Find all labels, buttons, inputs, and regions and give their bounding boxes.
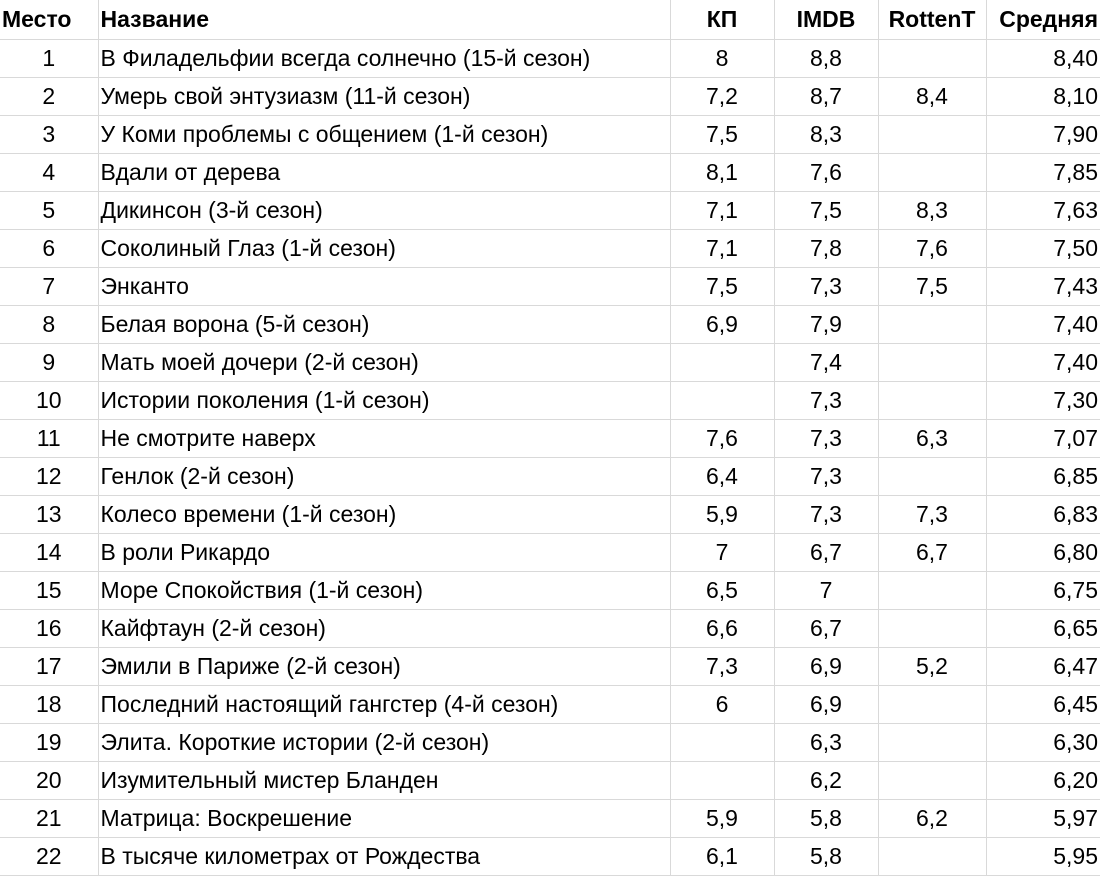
cell-rottent[interactable] — [878, 762, 986, 800]
cell-imdb[interactable]: 7,8 — [774, 230, 878, 268]
cell-kp[interactable]: 7,1 — [670, 230, 774, 268]
header-kp[interactable]: КП — [670, 0, 774, 40]
cell-rottent[interactable]: 8,4 — [878, 78, 986, 116]
table-row — [0, 78, 1100, 116]
cell-imdb[interactable]: 6,2 — [774, 762, 878, 800]
cell-kp[interactable]: 8,1 — [670, 154, 774, 192]
cell-title[interactable]: Истории поколения (1-й сезон) — [98, 382, 670, 420]
table-row — [0, 40, 1100, 78]
cell-average[interactable]: 6,65 — [986, 610, 1100, 648]
cell-kp[interactable]: 6,9 — [670, 306, 774, 344]
cell-average[interactable]: 7,40 — [986, 344, 1100, 382]
cell-rank[interactable]: 9 — [0, 344, 98, 382]
cell-imdb[interactable]: 8,7 — [774, 78, 878, 116]
table-row — [0, 192, 1100, 230]
table-row — [0, 800, 1100, 838]
cell-rank[interactable]: 18 — [0, 686, 98, 724]
cell-average[interactable]: 7,30 — [986, 382, 1100, 420]
cell-average[interactable]: 6,30 — [986, 724, 1100, 762]
cell-imdb[interactable]: 7,3 — [774, 382, 878, 420]
cell-rank[interactable]: 14 — [0, 534, 98, 572]
cell-average[interactable]: 8,40 — [986, 40, 1100, 78]
cell-imdb[interactable]: 6,9 — [774, 648, 878, 686]
cell-imdb[interactable]: 8,3 — [774, 116, 878, 154]
cell-rottent[interactable]: 5,2 — [878, 648, 986, 686]
cell-title[interactable]: Колесо времени (1-й сезон) — [98, 496, 670, 534]
cell-title[interactable]: Не смотрите наверх — [98, 420, 670, 458]
cell-title[interactable]: Последний настоящий гангстер (4-й сезон) — [98, 686, 670, 724]
table-row — [0, 762, 1100, 800]
cell-rottent[interactable] — [878, 306, 986, 344]
header-row — [0, 0, 1100, 40]
cell-kp[interactable]: 7 — [670, 534, 774, 572]
table-row — [0, 724, 1100, 762]
cell-title[interactable]: Матрица: Воскрешение — [98, 800, 670, 838]
header-rottent[interactable]: RottenT — [878, 0, 986, 40]
cell-imdb[interactable]: 6,3 — [774, 724, 878, 762]
table-row — [0, 382, 1100, 420]
cell-rank[interactable]: 13 — [0, 496, 98, 534]
cell-rank[interactable]: 5 — [0, 192, 98, 230]
cell-rottent[interactable]: 6,3 — [878, 420, 986, 458]
cell-kp[interactable]: 5,9 — [670, 800, 774, 838]
cell-rottent[interactable] — [878, 382, 986, 420]
cell-title[interactable]: Кайфтаун (2-й сезон) — [98, 610, 670, 648]
cell-title[interactable]: Белая ворона (5-й сезон) — [98, 306, 670, 344]
cell-rottent[interactable] — [878, 572, 986, 610]
cell-average[interactable]: 7,85 — [986, 154, 1100, 192]
cell-average[interactable]: 6,83 — [986, 496, 1100, 534]
cell-imdb[interactable]: 5,8 — [774, 800, 878, 838]
cell-average[interactable]: 6,47 — [986, 648, 1100, 686]
table-row — [0, 572, 1100, 610]
cell-imdb[interactable]: 7,5 — [774, 192, 878, 230]
cell-imdb[interactable]: 6,7 — [774, 610, 878, 648]
cell-title[interactable]: Изумительный мистер Бланден — [98, 762, 670, 800]
table-row — [0, 648, 1100, 686]
cell-kp[interactable]: 6 — [670, 686, 774, 724]
cell-rank[interactable]: 22 — [0, 838, 98, 876]
cell-average[interactable]: 6,20 — [986, 762, 1100, 800]
cell-imdb[interactable]: 5,8 — [774, 838, 878, 876]
cell-average[interactable]: 6,45 — [986, 686, 1100, 724]
cell-title[interactable]: Умерь свой энтузиазм (11-й сезон) — [98, 78, 670, 116]
cell-title[interactable]: У Коми проблемы с общением (1-й сезон) — [98, 116, 670, 154]
cell-imdb[interactable]: 7,3 — [774, 420, 878, 458]
cell-kp[interactable] — [670, 724, 774, 762]
cell-rank[interactable]: 19 — [0, 724, 98, 762]
table-row — [0, 458, 1100, 496]
cell-title[interactable]: Дикинсон (3-й сезон) — [98, 192, 670, 230]
cell-rottent[interactable] — [878, 154, 986, 192]
cell-title[interactable]: Соколиный Глаз (1-й сезон) — [98, 230, 670, 268]
cell-kp[interactable]: 7,2 — [670, 78, 774, 116]
table-row — [0, 496, 1100, 534]
cell-average[interactable]: 5,97 — [986, 800, 1100, 838]
cell-rottent[interactable]: 8,3 — [878, 192, 986, 230]
cell-imdb[interactable]: 7,6 — [774, 154, 878, 192]
cell-kp[interactable]: 6,6 — [670, 610, 774, 648]
cell-rottent[interactable] — [878, 838, 986, 876]
cell-rank[interactable]: 16 — [0, 610, 98, 648]
cell-title[interactable]: Вдали от дерева — [98, 154, 670, 192]
table-row — [0, 230, 1100, 268]
cell-imdb[interactable]: 7,3 — [774, 496, 878, 534]
cell-imdb[interactable]: 6,9 — [774, 686, 878, 724]
cell-average[interactable]: 7,43 — [986, 268, 1100, 306]
cell-kp[interactable]: 7,6 — [670, 420, 774, 458]
cell-rank[interactable]: 12 — [0, 458, 98, 496]
cell-kp[interactable] — [670, 344, 774, 382]
header-average[interactable]: Средняя — [986, 0, 1100, 40]
cell-rank[interactable]: 8 — [0, 306, 98, 344]
cell-kp[interactable]: 5,9 — [670, 496, 774, 534]
cell-title[interactable]: Море Спокойствия (1-й сезон) — [98, 572, 670, 610]
cell-average[interactable]: 6,80 — [986, 534, 1100, 572]
cell-rank[interactable]: 1 — [0, 40, 98, 78]
cell-rottent[interactable]: 7,6 — [878, 230, 986, 268]
cell-kp[interactable] — [670, 382, 774, 420]
table-row — [0, 420, 1100, 458]
cell-rottent[interactable] — [878, 40, 986, 78]
cell-rottent[interactable]: 6,2 — [878, 800, 986, 838]
cell-average[interactable]: 6,85 — [986, 458, 1100, 496]
cell-kp[interactable]: 7,5 — [670, 116, 774, 154]
cell-average[interactable]: 7,63 — [986, 192, 1100, 230]
cell-average[interactable]: 7,40 — [986, 306, 1100, 344]
cell-kp[interactable]: 8 — [670, 40, 774, 78]
cell-kp[interactable]: 7,1 — [670, 192, 774, 230]
table-body — [0, 40, 1100, 876]
cell-rank[interactable]: 11 — [0, 420, 98, 458]
table-row — [0, 686, 1100, 724]
cell-rank[interactable]: 10 — [0, 382, 98, 420]
cell-rank[interactable]: 4 — [0, 154, 98, 192]
header-rank[interactable]: Место — [0, 0, 98, 40]
cell-rank[interactable]: 6 — [0, 230, 98, 268]
table-row — [0, 344, 1100, 382]
cell-kp[interactable]: 6,1 — [670, 838, 774, 876]
cell-imdb[interactable]: 6,7 — [774, 534, 878, 572]
table-row — [0, 610, 1100, 648]
cell-rottent[interactable] — [878, 116, 986, 154]
cell-imdb[interactable]: 7,9 — [774, 306, 878, 344]
cell-rank[interactable]: 2 — [0, 78, 98, 116]
table-row — [0, 268, 1100, 306]
cell-rank[interactable]: 15 — [0, 572, 98, 610]
cell-kp[interactable] — [670, 762, 774, 800]
cell-title[interactable]: В тысяче километрах от Рождества — [98, 838, 670, 876]
cell-kp[interactable]: 6,5 — [670, 572, 774, 610]
cell-rottent[interactable] — [878, 686, 986, 724]
cell-kp[interactable]: 7,5 — [670, 268, 774, 306]
cell-rank[interactable]: 20 — [0, 762, 98, 800]
cell-average[interactable]: 7,50 — [986, 230, 1100, 268]
cell-title[interactable]: Эмили в Париже (2-й сезон) — [98, 648, 670, 686]
cell-imdb[interactable]: 7,3 — [774, 458, 878, 496]
table-row — [0, 154, 1100, 192]
cell-rottent[interactable] — [878, 344, 986, 382]
cell-rank[interactable]: 3 — [0, 116, 98, 154]
cell-title[interactable]: В роли Рикардо — [98, 534, 670, 572]
table-row — [0, 306, 1100, 344]
cell-rottent[interactable]: 7,5 — [878, 268, 986, 306]
table-row — [0, 838, 1100, 876]
cell-kp[interactable]: 7,3 — [670, 648, 774, 686]
cell-title[interactable]: В Филадельфии всегда солнечно (15-й сезон) — [98, 40, 670, 78]
cell-rottent[interactable] — [878, 458, 986, 496]
cell-rottent[interactable] — [878, 610, 986, 648]
cell-imdb[interactable]: 7 — [774, 572, 878, 610]
cell-average[interactable]: 5,95 — [986, 838, 1100, 876]
cell-imdb[interactable]: 7,3 — [774, 268, 878, 306]
cell-average[interactable]: 7,90 — [986, 116, 1100, 154]
cell-imdb[interactable]: 7,4 — [774, 344, 878, 382]
cell-rank[interactable]: 17 — [0, 648, 98, 686]
cell-average[interactable]: 6,75 — [986, 572, 1100, 610]
cell-rottent[interactable]: 6,7 — [878, 534, 986, 572]
table-row — [0, 116, 1100, 154]
cell-title[interactable]: Элита. Короткие истории (2-й сезон) — [98, 724, 670, 762]
table-row — [0, 534, 1100, 572]
cell-title[interactable]: Энканто — [98, 268, 670, 306]
header-imdb[interactable]: IMDB — [774, 0, 878, 40]
cell-rank[interactable]: 7 — [0, 268, 98, 306]
header-title[interactable]: Название — [98, 0, 670, 40]
cell-imdb[interactable]: 8,8 — [774, 40, 878, 78]
cell-rank[interactable]: 21 — [0, 800, 98, 838]
cell-title[interactable]: Генлок (2-й сезон) — [98, 458, 670, 496]
cell-average[interactable]: 8,10 — [986, 78, 1100, 116]
cell-average[interactable]: 7,07 — [986, 420, 1100, 458]
cell-rottent[interactable]: 7,3 — [878, 496, 986, 534]
cell-kp[interactable]: 6,4 — [670, 458, 774, 496]
cell-title[interactable]: Мать моей дочери (2-й сезон) — [98, 344, 670, 382]
cell-rottent[interactable] — [878, 724, 986, 762]
